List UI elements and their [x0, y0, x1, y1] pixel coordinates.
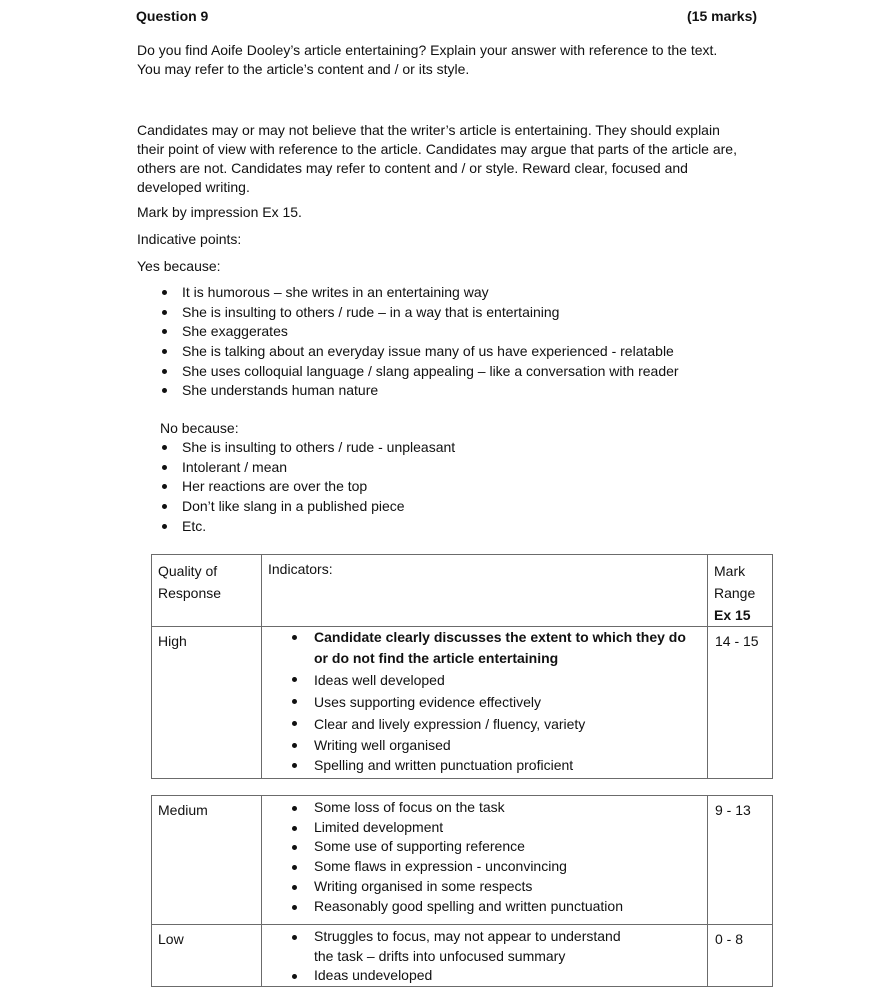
quality-header: Quality of Response — [152, 555, 262, 627]
rubric-table-medium-low — [151, 795, 773, 987]
list-item: Reasonably good spelling and written punctuation — [262, 897, 707, 917]
table-row — [152, 627, 773, 779]
mark-range: 14 - 15 — [708, 627, 773, 779]
list-item: Ideas well developed — [262, 669, 707, 691]
list-item: She exaggerates — [160, 322, 679, 342]
list-item: Intolerant / mean — [160, 458, 455, 478]
level-label: Low — [152, 925, 262, 987]
mark-range: 0 - 8 — [708, 925, 773, 987]
list-item: Some flaws in expression - unconvincing — [262, 857, 707, 877]
question-marks: (15 marks) — [687, 8, 758, 24]
list-item: Writing organised in some respects — [262, 877, 707, 897]
list-item: Limited development — [262, 818, 707, 838]
list-item: Don’t like slang in a published piece — [160, 497, 455, 517]
table-row — [152, 796, 773, 925]
question-number: Question 9 — [136, 8, 209, 24]
level-label: High — [152, 627, 262, 779]
list-item: Some loss of focus on the task — [262, 798, 707, 818]
table-row — [152, 925, 773, 987]
no-heading: No because: — [160, 420, 239, 436]
indicators-cell — [262, 925, 708, 987]
list-item: It is humorous – she writes in an entertaining way — [160, 283, 679, 303]
list-item: She is insulting to others / rude – in a way that is entertaining — [160, 303, 679, 323]
list-item: Clear and lively expression / fluency, variety — [262, 713, 707, 735]
rubric-table-high — [151, 554, 773, 779]
marking-guidance-paragraph: Candidates may or may not believe that the writer’s article is entertaining. They should explain their point of view with reference to the article. Candidates may argue that parts of the article are, others are not. Candidates may refer to content and / or style. Reward clear, focused and developed writing. — [137, 122, 737, 195]
no-points-list — [160, 438, 455, 536]
list-item: She uses colloquial language / slang appealing – like a conversation with reader — [160, 362, 679, 382]
impression-note: Mark by impression Ex 15. — [137, 204, 302, 220]
question-prompt-line-2: You may refer to the article’s content and / or its style. — [137, 61, 470, 77]
list-item: She is talking about an everyday issue many of us have experienced - relatable — [160, 342, 679, 362]
indicators-cell — [262, 627, 708, 779]
list-item: Some use of supporting reference — [262, 837, 707, 857]
mark-range-header: Mark Range Ex 15 — [708, 555, 773, 627]
table-header-row — [152, 555, 773, 627]
list-item: Candidate clearly discusses the extent to which they do or do not find the article entertaining — [262, 627, 707, 669]
indicators-cell — [262, 796, 708, 925]
list-item: Struggles to focus, may not appear to understand the task – drifts into unfocused summary — [262, 927, 634, 966]
list-item: Writing well organised — [262, 735, 707, 755]
yes-points-list — [160, 283, 679, 401]
indicators-header: Indicators: — [262, 555, 708, 627]
level-label: Medium — [152, 796, 262, 925]
list-item: Spelling and written punctuation proficient — [262, 755, 707, 775]
yes-heading: Yes because: — [137, 258, 221, 274]
list-item: Etc. — [160, 517, 455, 537]
indicative-points-heading: Indicative points: — [137, 231, 242, 247]
list-item: Her reactions are over the top — [160, 477, 455, 497]
list-item: She is insulting to others / rude - unpleasant — [160, 438, 455, 458]
list-item: She understands human nature — [160, 381, 679, 401]
question-prompt-line-1: Do you find Aoife Dooley’s article entertaining? Explain your answer with reference to the text. — [137, 42, 718, 58]
list-item: Uses supporting evidence effectively — [262, 691, 707, 713]
mark-total: Ex 15 — [714, 607, 751, 623]
mark-range: 9 - 13 — [708, 796, 773, 925]
list-item: Ideas undeveloped — [262, 966, 707, 986]
